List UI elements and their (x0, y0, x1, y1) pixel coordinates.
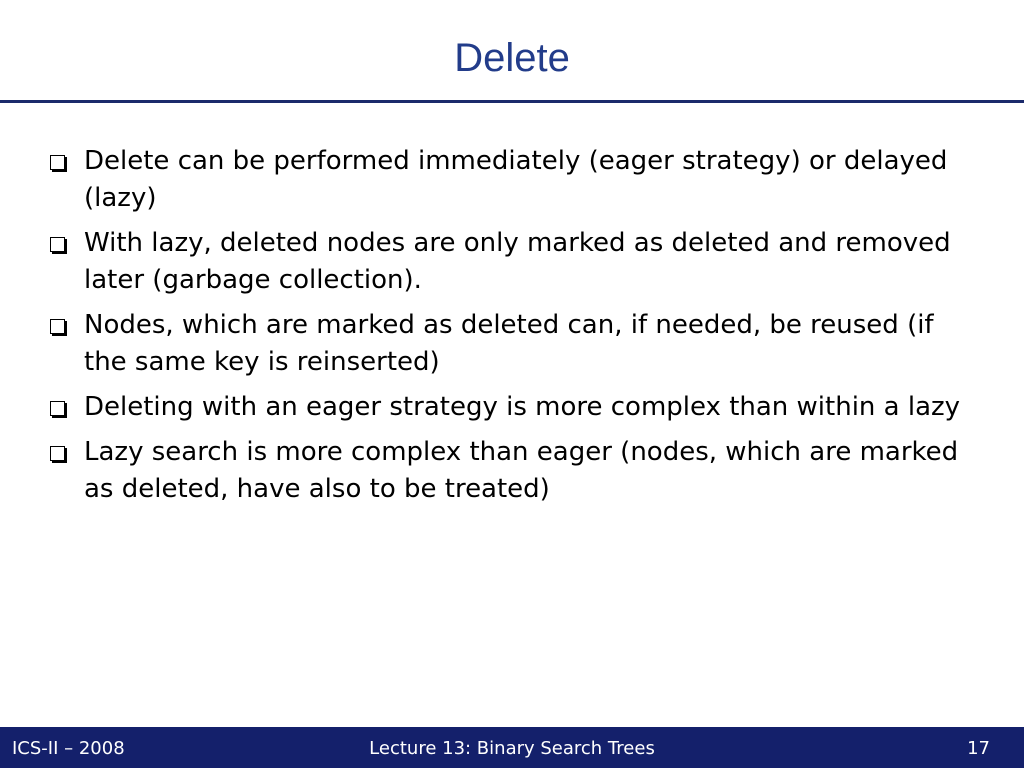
footer-course: ICS-II – 2008 (12, 738, 125, 759)
bullet-list (46, 143, 976, 516)
bullet-item (46, 389, 976, 426)
footer-lecture-title: Lecture 13: Binary Search Trees (369, 738, 655, 759)
bullet-text: Nodes, which are marked as deleted can, if needed, be reused (if the same key is reinserted) (84, 310, 934, 377)
bullet-text: Lazy search is more complex than eager (nodes, which are marked as deleted, have also to be treated) (84, 437, 959, 504)
bullet-text: Deleting with an eager strategy is more complex than within a lazy (84, 392, 961, 422)
square-bullet-icon (50, 401, 65, 416)
bullet-item (46, 225, 976, 299)
page-number: 17 (967, 738, 990, 759)
slide-title: Delete (454, 36, 570, 80)
bullet-item (46, 434, 976, 508)
bullet-text: Delete can be performed immediately (eager strategy) or delayed (lazy) (84, 146, 948, 213)
bullet-item (46, 307, 976, 381)
bullet-text: With lazy, deleted nodes are only marked as deleted and removed later (garbage collection). (84, 228, 951, 295)
title-divider (0, 100, 1024, 103)
square-bullet-icon (50, 237, 65, 252)
square-bullet-icon (50, 155, 65, 170)
footer-bar (0, 727, 1024, 768)
square-bullet-icon (50, 446, 65, 461)
bullet-item (46, 143, 976, 217)
square-bullet-icon (50, 319, 65, 334)
